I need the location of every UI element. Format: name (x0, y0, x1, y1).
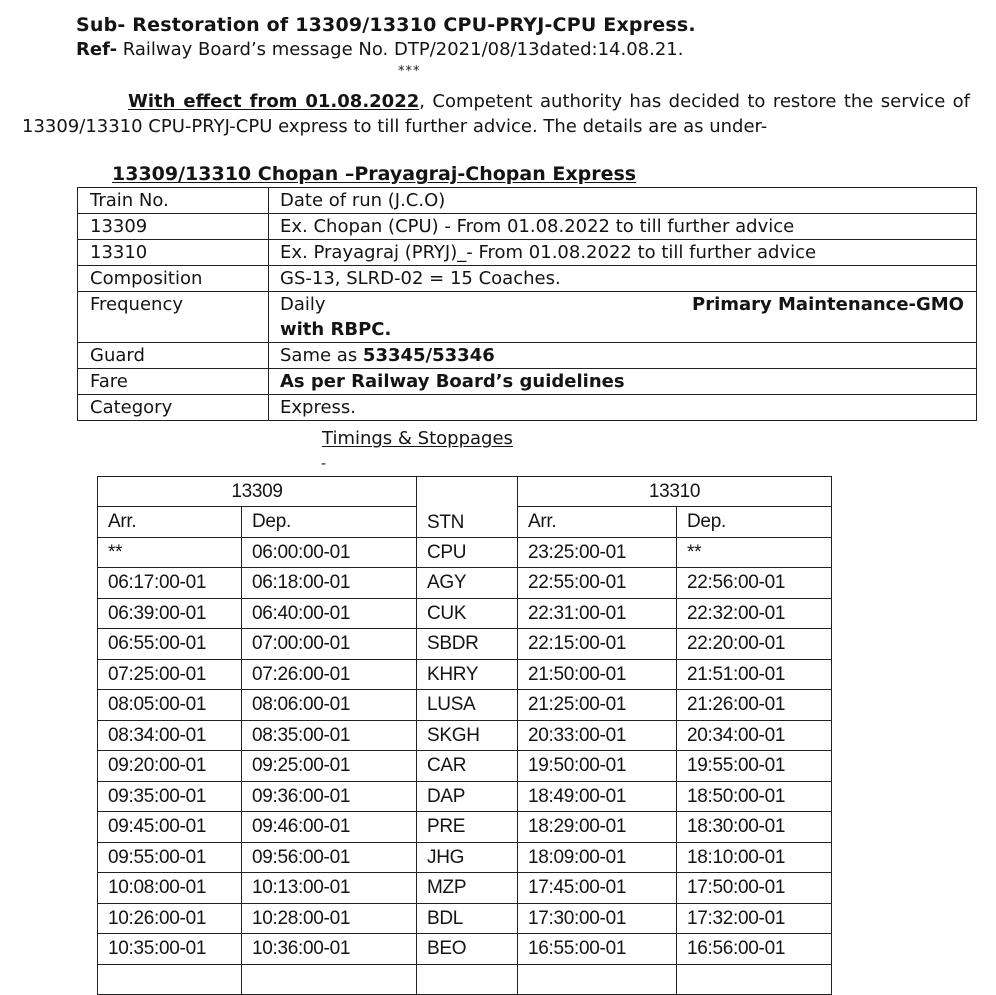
details-key: Fare (78, 369, 269, 395)
timetable-row (98, 812, 832, 843)
station-header: STN (417, 477, 518, 538)
timetable-row (98, 903, 832, 934)
arr-13309: 10:26:00-01 (98, 903, 242, 934)
dep-13309: 07:26:00-01 (242, 659, 417, 690)
dep-13310: 22:20:00-01 (677, 629, 832, 660)
dep-13310: 19:55:00-01 (677, 751, 832, 782)
stray-dash: - (321, 456, 327, 472)
details-key: Train No. (78, 188, 269, 214)
frequency-value: Daily (280, 294, 326, 315)
station-code: LUSA (417, 690, 518, 721)
dep-13310 (677, 964, 832, 995)
arr-13310: 18:29:00-01 (518, 812, 677, 843)
arr-13310: 18:49:00-01 (518, 781, 677, 812)
arr-13309: 09:45:00-01 (98, 812, 242, 843)
timetable-row (98, 751, 832, 782)
timetable-body (98, 537, 832, 995)
arr-13309: 08:34:00-01 (98, 720, 242, 751)
dep-13309: 06:00:00-01 (242, 537, 417, 568)
dep-13309: 10:28:00-01 (242, 903, 417, 934)
timings-title: Timings & Stoppages (322, 428, 513, 449)
timetable-row (98, 934, 832, 965)
dep-13309: 06:18:00-01 (242, 568, 417, 599)
dep-13309: 09:56:00-01 (242, 842, 417, 873)
body-paragraph (22, 89, 970, 139)
arr-13310: 18:09:00-01 (518, 842, 677, 873)
arr-13309: 06:39:00-01 (98, 598, 242, 629)
arr-13310: 21:25:00-01 (518, 690, 677, 721)
dep-13309 (242, 964, 417, 995)
station-code: SKGH (417, 720, 518, 751)
dep-13310: ** (677, 537, 832, 568)
timetable-train-header (98, 477, 832, 507)
arr-13309: ** (98, 537, 242, 568)
arr-13310: 23:25:00-01 (518, 537, 677, 568)
subject-line: Sub- Restoration of 13309/13310 CPU-PRYJ-CPU Express. (76, 14, 696, 36)
timetable (97, 476, 832, 995)
ref-text: Railway Board’s message No. DTP/2021/08/13dated:14.08.21. (117, 39, 684, 60)
station-code: CUK (417, 598, 518, 629)
timetable-row (98, 781, 832, 812)
station-code: PRE (417, 812, 518, 843)
station-code: DAP (417, 781, 518, 812)
arr-13309: 07:25:00-01 (98, 659, 242, 690)
dep-13310: 21:51:00-01 (677, 659, 832, 690)
details-value: Date of run (J.C.O) (269, 188, 977, 214)
station-code: CAR (417, 751, 518, 782)
details-header-row (78, 188, 977, 214)
guard-prefix: Same as (280, 345, 363, 366)
arr-13310 (518, 964, 677, 995)
station-code: CPU (417, 537, 518, 568)
dep-13310: 18:50:00-01 (677, 781, 832, 812)
dep-13310: 20:34:00-01 (677, 720, 832, 751)
station-code: MZP (417, 873, 518, 904)
separator: *** (398, 64, 421, 79)
details-key: Category (78, 395, 269, 421)
station-code: BDL (417, 903, 518, 934)
arr-13309: 08:05:00-01 (98, 690, 242, 721)
arr-13309: 09:35:00-01 (98, 781, 242, 812)
details-row (78, 266, 977, 292)
details-key: Composition (78, 266, 269, 292)
arr-13309: 09:55:00-01 (98, 842, 242, 873)
dep-13309: 07:00:00-01 (242, 629, 417, 660)
category-value: Express. (269, 395, 977, 421)
arr-header: Arr. (518, 507, 677, 538)
details-value: Ex. Prayagraj (PRYJ)_- From 01.08.2022 to till further advice (269, 240, 977, 266)
arr-13309: 06:55:00-01 (98, 629, 242, 660)
station-code (417, 964, 518, 995)
arr-13310: 20:33:00-01 (518, 720, 677, 751)
arr-13310: 21:50:00-01 (518, 659, 677, 690)
details-row-category (78, 395, 977, 421)
maintenance-value: Primary Maintenance-GMO (692, 294, 964, 315)
details-row-guard (78, 343, 977, 369)
train-13309-header: 13309 (98, 477, 417, 507)
dep-13309: 06:40:00-01 (242, 598, 417, 629)
dep-13309: 08:35:00-01 (242, 720, 417, 751)
dep-13309: 09:46:00-01 (242, 812, 417, 843)
fare-value: As per Railway Board’s guidelines (269, 369, 977, 395)
dep-header: Dep. (677, 507, 832, 538)
arr-13309: 06:17:00-01 (98, 568, 242, 599)
arr-13309: 10:08:00-01 (98, 873, 242, 904)
dep-13309: 09:36:00-01 (242, 781, 417, 812)
maintenance-continuation: with RBPC. (280, 319, 392, 340)
effect-date: With effect from 01.08.2022 (128, 91, 420, 112)
arr-13310: 22:55:00-01 (518, 568, 677, 599)
details-key: Guard (78, 343, 269, 369)
timetable-row (98, 964, 832, 995)
train-13310-header: 13310 (518, 477, 832, 507)
arr-13309 (98, 964, 242, 995)
timetable-row (98, 568, 832, 599)
arr-header: Arr. (98, 507, 242, 538)
dep-13310: 17:32:00-01 (677, 903, 832, 934)
dep-13310: 22:56:00-01 (677, 568, 832, 599)
details-value: GS-13, SLRD-02 = 15 Coaches. (269, 266, 977, 292)
arr-13310: 16:55:00-01 (518, 934, 677, 965)
details-row-frequency (78, 292, 977, 343)
timetable-row (98, 873, 832, 904)
details-row (78, 214, 977, 240)
arr-13310: 17:30:00-01 (518, 903, 677, 934)
ref-label: Ref- (76, 39, 118, 60)
station-code: SBDR (417, 629, 518, 660)
paragraph-text: , Competent authority has decided to restore the service of 13309/13310 CPU-PRYJ-CPU express to till further advice. The details are as under- (22, 91, 971, 137)
dep-13310: 17:50:00-01 (677, 873, 832, 904)
timetable-row (98, 598, 832, 629)
details-row (78, 240, 977, 266)
details-key: 13310 (78, 240, 269, 266)
details-row-fare (78, 369, 977, 395)
section-title: 13309/13310 Chopan –Prayagraj-Chopan Express (112, 163, 637, 185)
timetable-row (98, 659, 832, 690)
details-key: 13309 (78, 214, 269, 240)
dep-13309: 10:13:00-01 (242, 873, 417, 904)
arr-13310: 19:50:00-01 (518, 751, 677, 782)
dep-13310: 18:30:00-01 (677, 812, 832, 843)
timetable-row (98, 690, 832, 721)
timetable-row (98, 842, 832, 873)
dep-header: Dep. (242, 507, 417, 538)
train-details-table (77, 187, 977, 421)
station-code: AGY (417, 568, 518, 599)
dep-13310: 18:10:00-01 (677, 842, 832, 873)
station-code: JHG (417, 842, 518, 873)
details-key: Frequency (78, 292, 269, 343)
reference-line (76, 39, 683, 60)
arr-13309: 09:20:00-01 (98, 751, 242, 782)
dep-13309: 09:25:00-01 (242, 751, 417, 782)
arr-13309: 10:35:00-01 (98, 934, 242, 965)
arr-13310: 17:45:00-01 (518, 873, 677, 904)
timetable-row (98, 629, 832, 660)
station-code: KHRY (417, 659, 518, 690)
timetable-row (98, 537, 832, 568)
dep-13309: 08:06:00-01 (242, 690, 417, 721)
dep-13310: 22:32:00-01 (677, 598, 832, 629)
dep-13310: 16:56:00-01 (677, 934, 832, 965)
station-code: BEO (417, 934, 518, 965)
arr-13310: 22:31:00-01 (518, 598, 677, 629)
guard-value: 53345/53346 (362, 345, 495, 366)
timetable-row (98, 720, 832, 751)
dep-13309: 10:36:00-01 (242, 934, 417, 965)
dep-13310: 21:26:00-01 (677, 690, 832, 721)
details-value: Ex. Chopan (CPU) - From 01.08.2022 to till further advice (269, 214, 977, 240)
arr-13310: 22:15:00-01 (518, 629, 677, 660)
